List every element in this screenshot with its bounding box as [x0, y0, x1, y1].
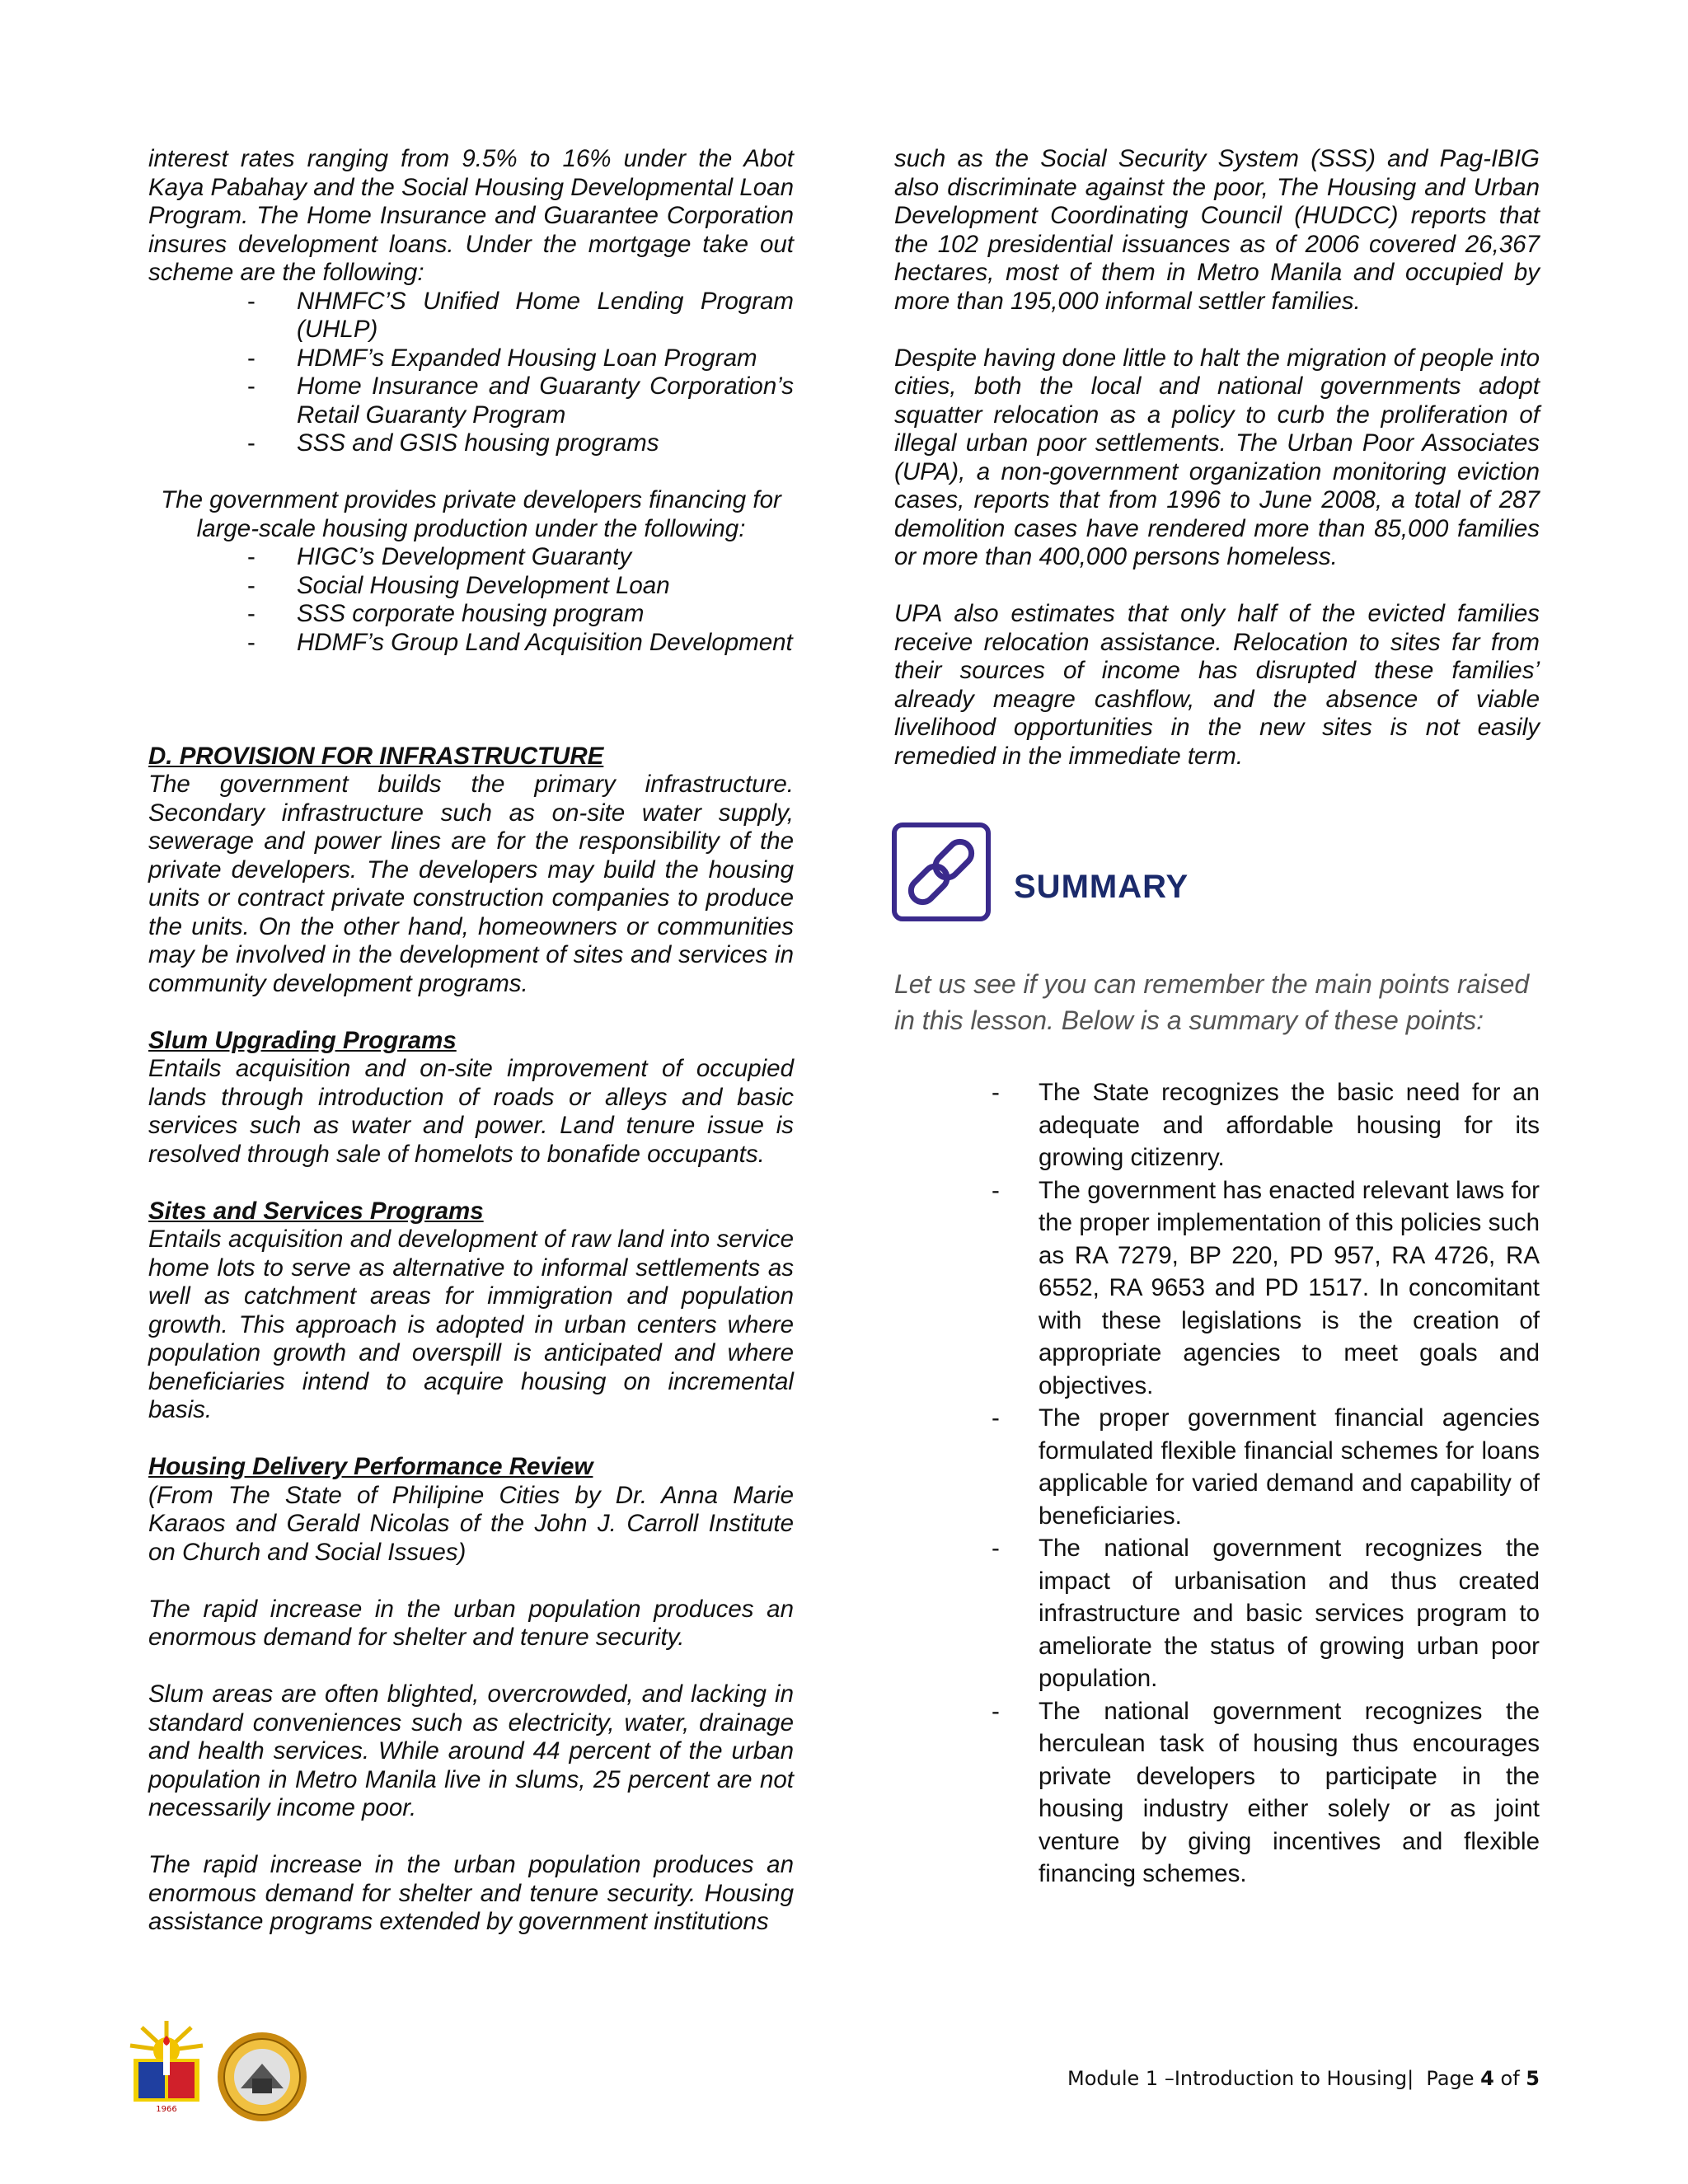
list-item: - Social Housing Development Loan [247, 571, 670, 599]
list-item: - SSS corporate housing program [247, 600, 645, 627]
developers-paragraph: The government provides private developers financing for large-scale housing production under the following: [161, 486, 781, 542]
left-column [148, 145, 794, 1937]
review-paragraph-1: The rapid increase in the urban population produces an enormous demand for shelter and tenure security. [148, 1595, 794, 1651]
sites-services-text: Entails acquisition and development of raw land into service home lots to serve as alternative to informal settlements as well as catchment areas for immigration and population growth. This approach is adopted in urban centers where population growth and overspill is anticipated and where beneficiaries intend to acquire housing on incremental basis. [148, 1226, 794, 1423]
summary-intro: Let us see if you can remember the main points raised in this lesson. Below is a summary of these points: [894, 969, 1530, 1035]
right-paragraph-3: UPA also estimates that only half of the evicted families receive relocation assistance. Relocation to sites far from their sources of income has disrupted these families’ already meagre cashflow, and the absence of viable livelihood opportunities in the new sites is not easily remedied in the immediate term. [894, 600, 1540, 770]
right-paragraph-2: Despite having done little to halt the migration of people into cities, both the local and national governments adopt squatter relocation as a policy to curb the proliferation of illegal urban poor settlements. The Urban Poor Associates (UPA), a non-government organization monitoring eviction cases, reports that from 1996 to June 2008, a total of 287 demolition cases have rendered more than 85,000 families or more than 400,000 persons homeless. [894, 344, 1540, 570]
list-item: - HDMF’s Expanded Housing Loan Program [247, 344, 757, 372]
list-item: - SSS and GSIS housing programs [247, 429, 659, 457]
college-seal-logo [216, 2031, 308, 2123]
review-paragraph-2: Slum areas are often blighted, overcrowded, and lacking in standard conveniences such as electricity, water, drainage and health services. While around 44 percent of the urban population in Metro Manila live in slums, 25 percent are not necessarily income poor. [148, 1680, 794, 1821]
review-heading: Housing Delivery Performance Review [148, 1453, 593, 1480]
takeout-list [148, 288, 794, 458]
list-item: - Home Insurance and Guaranty Corporation’s Retail Guaranty Program [247, 373, 794, 429]
summary-points [985, 1076, 1540, 1891]
developer-list [148, 543, 794, 657]
summary-point: - The national government recognizes the herculean task of housing thus encourages private developers to participate in the housing industry either solely or as joint venture by giving incentives and flexible financing schemes. [992, 1697, 1540, 1887]
right-column [894, 145, 1540, 771]
section-d-text: The government builds the primary infrastructure. Secondary infrastructure such as on-site water supply, sewerage and power lines are for the responsibility of the private developers. The developers may build the housing units or contract private construction companies to produce the units. On the other hand, homeowners or communities may be involved in the development of sites and services in community development programs. [148, 771, 794, 997]
chain-link-icon [892, 823, 991, 921]
summary-point: - The proper government financial agencies formulated flexible financial schemes for loans applicable for varied demand and capability of beneficiaries. [992, 1404, 1540, 1530]
interest-paragraph: interest rates ranging from 9.5% to 16% under the Abot Kaya Pabahay and the Social Housing Developmental Loan Program. The Home Insurance and Guarantee Corporation insures development loans. Under the mortgage take out scheme are the following: [148, 145, 794, 286]
summary-title: SUMMARY [1014, 869, 1189, 905]
review-paragraph-3: The rapid increase in the urban population produces an enormous demand for shelter and tenure security. Housing assistance programs extended by government institutions [148, 1851, 794, 1935]
page-footer: Module 1 –Introduction to Housing| Page 4 of 5 [1067, 2067, 1540, 2090]
section-d-heading: D. PROVISION FOR INFRASTRUCTURE [148, 742, 604, 770]
summary-point: - The national government recognizes the impact of urbanisation and thus created infrastructure and basic services program to ameliorate the status of growing urban poor population. [992, 1535, 1540, 1692]
list-item: - NHMFC’S Unified Home Lending Program (UHLP) [247, 287, 794, 343]
module-label: Module 1 –Introduction to Housing [1067, 2067, 1408, 2090]
slum-upgrading-heading: Slum Upgrading Programs [148, 1026, 457, 1054]
review-source: (From The State of Philipine Cities by Dr. Anna Marie Karaos and Gerald Nicolas of the John J. Carroll Institute on Church and Social Issues) [148, 1481, 794, 1566]
page-number: 4 [1480, 2067, 1494, 2090]
page-total: 5 [1526, 2067, 1540, 2090]
summary-header [892, 819, 1540, 925]
university-logo [124, 2018, 209, 2115]
right-paragraph-1: such as the Social Security System (SSS) and Pag-IBIG also discriminate against the poor, The Housing and Urban Development Coordinating Council (HUDCC) reports that the 102 presidential issuances as of 2006 covered 26,367 hectares, most of them in Metro Manila and occupied by more than 195,000 informal settler families. [894, 145, 1540, 315]
sites-services-heading: Sites and Services Programs [148, 1197, 484, 1225]
logo-year: 1966 [156, 2105, 177, 2114]
list-item: - HIGC’s Development Guaranty [247, 543, 632, 570]
summary-point: - The State recognizes the basic need for an adequate and affordable housing for its growing citizenry. [992, 1079, 1540, 1171]
list-item: - HDMF’s Group Land Acquisition Development [247, 628, 793, 656]
slum-upgrading-text: Entails acquisition and on-site improvement of occupied lands through introduction of roads or alleys and basic services such as water and power. Land tenure issue is resolved through sale of homelots to bonafide occupants. [148, 1055, 794, 1168]
summary-point: - The government has enacted relevant laws for the proper implementation of this policies such as RA 7279, BP 220, PD 957, RA 4726, RA 6552, RA 9653 and PD 1517. In concomitant with these legislations is the creation of appropriate agencies to meet goals and objectives. [992, 1176, 1540, 1399]
